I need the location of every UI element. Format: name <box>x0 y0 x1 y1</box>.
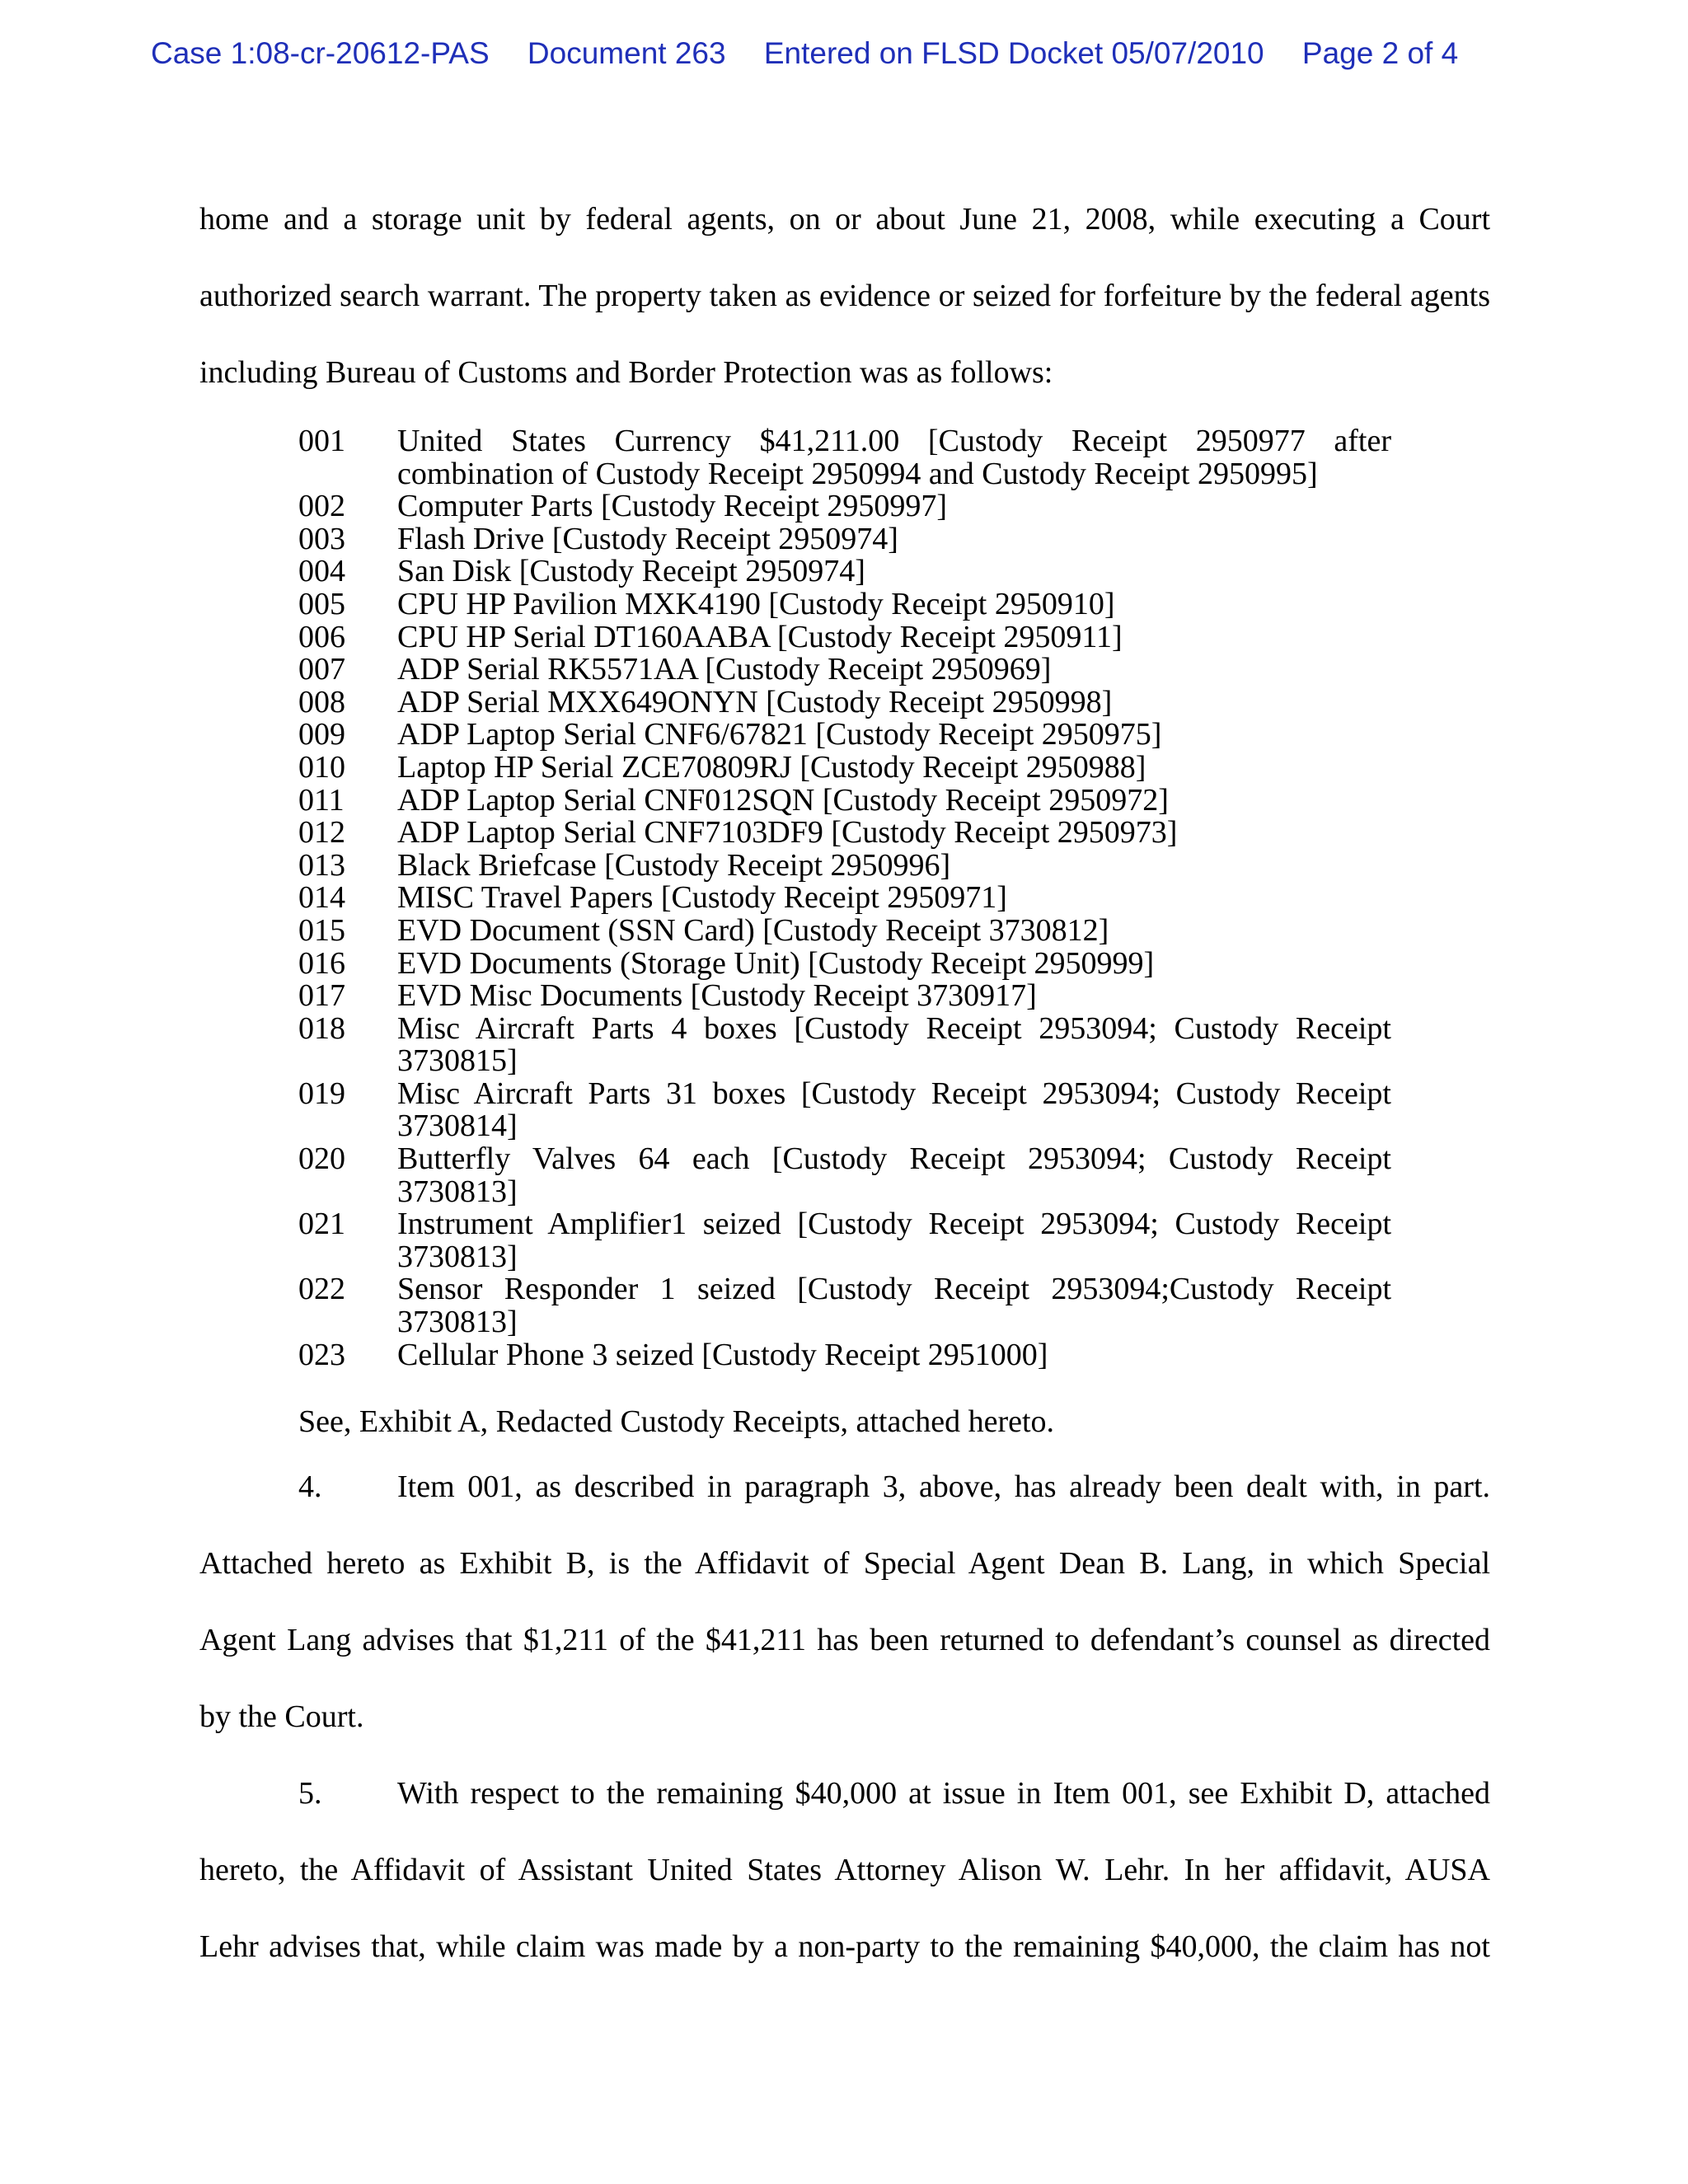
item-description: Laptop HP Serial ZCE70809RJ [Custody Receipt 2950988] <box>397 749 1146 785</box>
property-item <box>298 654 1391 687</box>
item-number: 023 <box>298 1337 345 1372</box>
item-description: Cellular Phone 3 seized [Custody Receipt 2951000] <box>397 1337 1048 1372</box>
item-description: Computer Parts [Custody Receipt 2950997] <box>397 489 948 524</box>
item-number: 009 <box>298 717 345 752</box>
paragraph-line: Attached hereto as Exhibit B, is the Affidavit of Special Agent Dean B. Lang, in which Special <box>199 1546 1490 1581</box>
item-number: 003 <box>298 521 345 556</box>
item-description: Misc Aircraft Parts 4 boxes [Custody Receipt 2953094; Custody Receipt <box>397 1010 1391 1046</box>
item-number <box>298 1045 397 1078</box>
item-description: MISC Travel Papers [Custody Receipt 2950971] <box>397 880 1007 916</box>
item-number: 021 <box>298 1207 345 1242</box>
property-item <box>298 945 1391 981</box>
item-number: 014 <box>298 880 345 916</box>
property-item <box>298 425 1391 458</box>
item-number: 020 <box>298 1141 345 1177</box>
paragraph-line-text: With respect to the remaining $40,000 at issue in Item 001, see Exhibit D, attached <box>397 1776 1490 1811</box>
intro-line: authorized search warrant. The property taken as evidence or seized for forfeiture by the federal agents <box>199 279 1490 313</box>
property-item <box>298 817 1391 850</box>
item-number: 006 <box>298 619 345 654</box>
item-description: San Disk [Custody Receipt 2950974] <box>397 554 865 589</box>
paragraph-5 <box>199 1755 1490 1985</box>
property-item <box>298 1176 1391 1209</box>
item-description: CPU HP Serial DT160AABA [Custody Receipt 2950911] <box>397 619 1123 654</box>
item-number: 016 <box>298 945 345 981</box>
item-number: 011 <box>298 782 345 818</box>
intro-paragraph <box>199 181 1490 411</box>
item-number: 017 <box>298 978 345 1014</box>
paragraph-line: hereto, the Affidavit of Assistant United States Attorney Alison W. Lehr. In her affidavit, AUSA <box>199 1853 1490 1887</box>
property-item <box>298 1110 1391 1143</box>
item-description: EVD Misc Documents [Custody Receipt 3730917] <box>397 978 1037 1014</box>
item-number: 013 <box>298 847 345 883</box>
item-number: 018 <box>298 1010 345 1046</box>
item-description: United States Currency $41,211.00 [Custody Receipt 2950977 after <box>397 424 1391 458</box>
property-item <box>298 1010 1391 1046</box>
paragraph-line <box>199 1755 1490 1832</box>
property-item <box>298 719 1391 752</box>
property-item <box>298 458 1391 491</box>
property-item <box>298 1339 1391 1372</box>
item-number: 019 <box>298 1076 345 1111</box>
item-number: 022 <box>298 1272 345 1307</box>
item-description: Misc Aircraft Parts 31 boxes [Custody Receipt 2953094; Custody Receipt <box>397 1076 1391 1111</box>
item-description: ADP Laptop Serial CNF7103DF9 [Custody Receipt 2950973] <box>397 815 1178 851</box>
property-item <box>298 782 1391 818</box>
intro-line: including Bureau of Customs and Border Protection was as follows: <box>199 355 1053 390</box>
property-item <box>298 490 1391 523</box>
property-item <box>298 523 1391 556</box>
item-number: 002 <box>298 489 345 524</box>
paragraph-line-text: Item 001, as described in paragraph 3, above, has already been dealt with, in part. <box>397 1469 1490 1504</box>
case-number: Case 1:08-cr-20612-PAS <box>151 36 490 70</box>
item-description: Instrument Amplifier1 seized [Custody Receipt 2953094; Custody Receipt <box>397 1207 1391 1242</box>
item-description: Flash Drive [Custody Receipt 2950974] <box>397 521 898 556</box>
item-description: Black Briefcase [Custody Receipt 2950996] <box>397 847 951 883</box>
paragraph-4 <box>199 1449 1490 1755</box>
property-item <box>298 1241 1391 1274</box>
item-description: EVD Document (SSN Card) [Custody Receipt 3730812] <box>397 912 1109 948</box>
item-number: 004 <box>298 554 345 589</box>
property-item <box>298 1306 1391 1339</box>
item-description: Sensor Responder 1 seized [Custody Receipt 2953094;Custody Receipt <box>397 1272 1391 1307</box>
item-number: 001 <box>298 424 345 458</box>
property-item <box>298 749 1391 785</box>
property-item <box>298 621 1391 654</box>
property-item <box>298 684 1391 719</box>
property-item <box>298 588 1391 621</box>
item-description: 3730815] <box>397 1043 518 1079</box>
item-description: ADP Laptop Serial CNF6/67821 [Custody Receipt 2950975] <box>397 717 1162 752</box>
item-description: EVD Documents (Storage Unit) [Custody Receipt 2950999] <box>397 945 1155 981</box>
exhibit-reference: See, Exhibit A, Redacted Custody Receipts, attached hereto. <box>298 1404 1055 1439</box>
paragraph-line: by the Court. <box>199 1699 364 1734</box>
item-number <box>298 1110 397 1143</box>
item-number: 007 <box>298 652 345 687</box>
item-number: 015 <box>298 912 345 948</box>
property-item <box>298 912 1391 948</box>
item-description: 3730813] <box>397 1174 518 1209</box>
docket-entry-date: Entered on FLSD Docket 05/07/2010 <box>763 36 1264 70</box>
document-number: Document 263 <box>527 36 726 70</box>
paragraph-number: 4. <box>298 1469 322 1504</box>
property-item <box>298 1208 1391 1241</box>
docket-header <box>151 36 1536 71</box>
item-number <box>298 1241 397 1274</box>
item-number: 010 <box>298 749 345 785</box>
item-description: ADP Serial MXX649ONYN [Custody Receipt 2950998] <box>397 684 1113 719</box>
paragraph-line: Lehr advises that, while claim was made by a non-party to the remaining $40,000, the claim has not <box>199 1929 1490 1964</box>
intro-line: home and a storage unit by federal agents, on or about June 21, 2008, while executing a Court <box>199 202 1490 237</box>
item-description: 3730814] <box>397 1108 518 1144</box>
paragraph-line <box>199 1449 1490 1526</box>
property-item <box>298 1045 1391 1078</box>
page-number: Page 2 of 4 <box>1301 36 1459 70</box>
property-item <box>298 847 1391 883</box>
item-number <box>298 1306 397 1339</box>
item-number: 012 <box>298 815 345 851</box>
item-description: combination of Custody Receipt 2950994 and Custody Receipt 2950995] <box>397 456 1318 491</box>
property-item <box>298 1143 1391 1176</box>
item-description: ADP Laptop Serial CNF012SQN [Custody Receipt 2950972] <box>397 782 1169 818</box>
property-item <box>298 980 1391 1013</box>
item-number: 005 <box>298 586 345 621</box>
paragraph-line: Agent Lang advises that $1,211 of the $41,211 has been returned to defendant’s counsel as directed <box>199 1623 1490 1657</box>
item-number: 008 <box>298 684 345 719</box>
item-description: CPU HP Pavilion MXK4190 [Custody Receipt 2950910] <box>397 586 1115 621</box>
property-item <box>298 882 1391 915</box>
property-item <box>298 555 1391 588</box>
item-description: Butterfly Valves 64 each [Custody Receipt 2953094; Custody Receipt <box>397 1141 1391 1177</box>
item-description: 3730813] <box>397 1239 518 1274</box>
paragraph-number: 5. <box>298 1776 322 1811</box>
item-description: ADP Serial RK5571AA [Custody Receipt 2950969] <box>397 652 1052 687</box>
property-item <box>298 1273 1391 1306</box>
item-description: 3730813] <box>397 1305 518 1340</box>
item-number <box>298 1176 397 1209</box>
item-number <box>298 458 397 491</box>
property-item <box>298 1078 1391 1111</box>
property-list <box>298 425 1391 1371</box>
